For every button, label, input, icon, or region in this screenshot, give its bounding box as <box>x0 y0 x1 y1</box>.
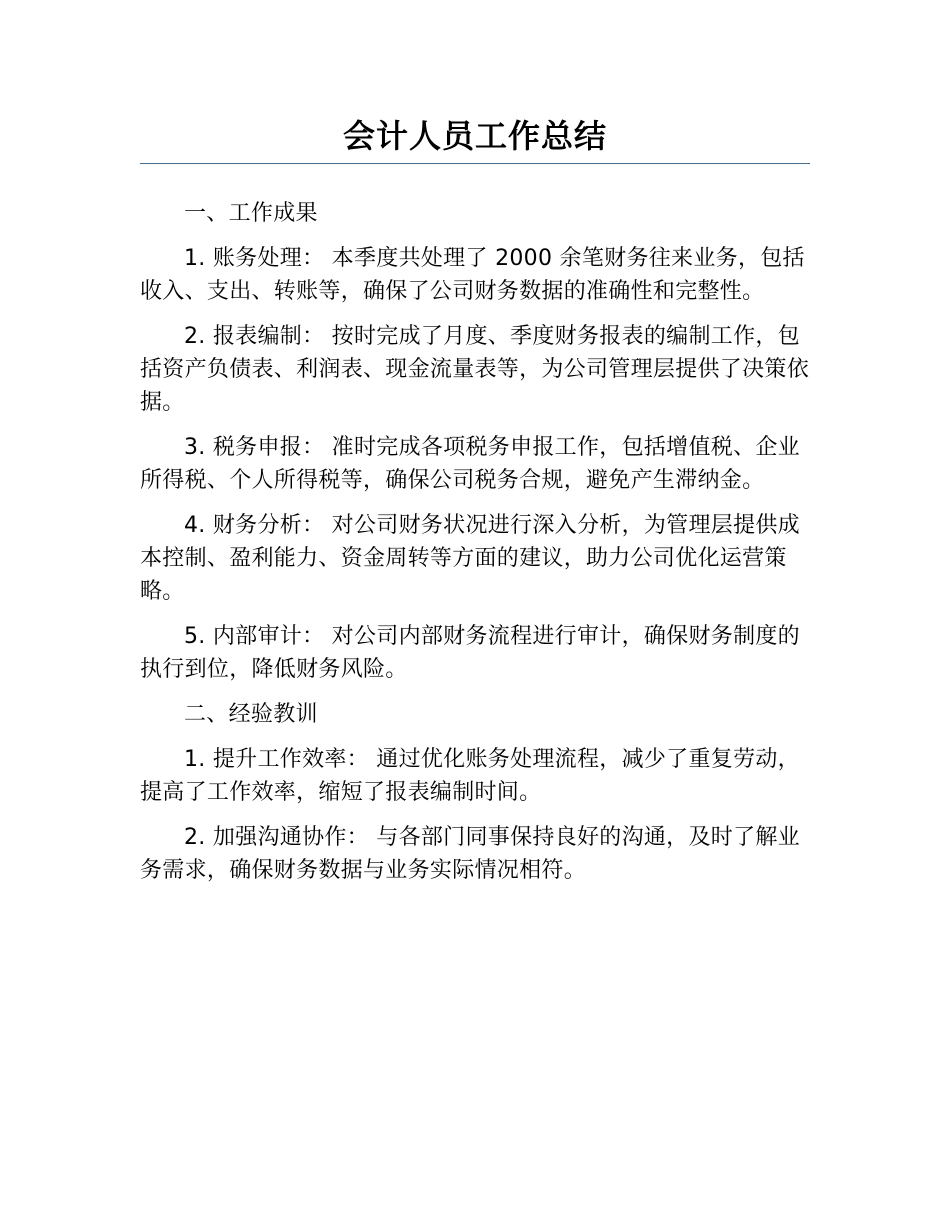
paragraph-accounting: 1. 账务处理： 本季度共处理了 2000 余笔财务往来业务，包括收入、支出、转账等，确保了公司财务数据的准确性和完整性。 <box>140 246 805 304</box>
paragraph-reporting: 2. 报表编制： 按时完成了月度、季度财务报表的编制工作，包括资产负债表、利润表、现金流量表等，为公司管理层提供了决策依据。 <box>140 324 810 415</box>
title-underline <box>140 163 810 164</box>
paragraph-tax-filing: 3. 税务申报： 准时完成各项税务申报工作，包括增值税、企业所得税、个人所得税等，确保公司税务合规，避免产生滞纳金。 <box>140 435 800 493</box>
paragraph-internal-audit: 5. 内部审计： 对公司内部财务流程进行审计，确保财务制度的执行到位，降低财务风险。 <box>140 624 800 682</box>
section-heading-achievements: 一、工作成果 <box>184 201 318 226</box>
section-heading-lessons: 二、经验教训 <box>184 702 318 727</box>
paragraph-communication: 2. 加强沟通协作： 与各部门同事保持良好的沟通，及时了解业务需求，确保财务数据与业务实际情况相符。 <box>140 825 800 883</box>
document-page <box>140 110 810 899</box>
document-title: 会计人员工作总结 <box>342 117 607 155</box>
document-body <box>140 197 810 887</box>
paragraph-financial-analysis: 4. 财务分析： 对公司财务状况进行深入分析，为管理层提供成本控制、盈利能力、资金周转等方面的建议，助力公司优化运营策略。 <box>140 513 800 604</box>
paragraph-efficiency: 1. 提升工作效率： 通过优化账务处理流程，减少了重复劳动，提高了工作效率，缩短了报表编制时间。 <box>140 747 800 805</box>
